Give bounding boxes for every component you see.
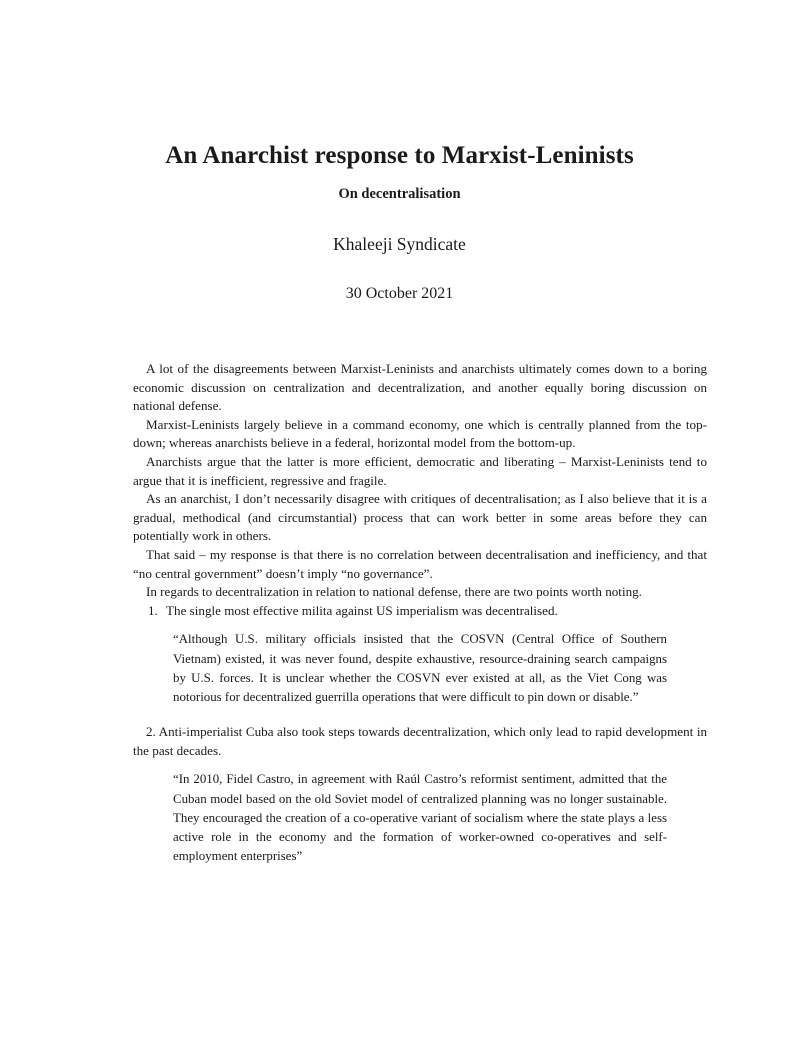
block-quote: “Although U.S. military officials insisted that the COSVN (Central Office of Southern Vietnam) existed, it was never found, despite exhaustive, resource-draining search campaigns by U.S. forces. It is unclear whether the COSVN ever existed at all, as the Viet Cong was notorious for decentralized guerrilla operations that were difficult to pin down or disable.”: [173, 632, 667, 704]
document-body: [133, 360, 707, 882]
document-title: An Anarchist response to Marxist-Leninists: [165, 142, 634, 169]
list-item-1: [133, 602, 707, 621]
paragraph: In regards to decentralization in relation to national defense, there are two points worth noting.: [146, 584, 642, 600]
document-date: 30 October 2021: [345, 285, 454, 302]
paragraph: As an anarchist, I don’t necessarily disagree with critiques of decentralisation; as I also believe that it is a gradual, methodical (and circumstantial) process that can work better in some areas before they can potentially work in others.: [133, 491, 707, 544]
document-subtitle: On decentralisation: [338, 186, 461, 202]
document-author: Khaleeji Syndicate: [333, 234, 466, 254]
list-number: 1.: [148, 602, 158, 618]
list-item-text: Anti-imperialist Cuba also took steps towards decentralization, which only lead to rapid development in the past decades.: [133, 724, 707, 758]
paragraph: A lot of the disagreements between Marxist-Leninists and anarchists ultimately comes down to a boring economic discussion on centralization and decentralization, and another equally boring discussion on national defense.: [133, 361, 707, 414]
block-quote: “In 2010, Fidel Castro, in agreement with Raúl Castro’s reformist sentiment, admitted that the Cuban model based on the old Soviet model of centralized planning was no longer sustainable. They encouraged the creation of a co-operative variant of socialism where the state plays a less active role in the economy and the formation of worker-owned co-operatives and self-employment enterprises”: [173, 772, 667, 864]
list-number: 2.: [146, 724, 156, 740]
list-item-2: [133, 723, 707, 760]
paragraph: That said – my response is that there is no correlation between decentralisation and inefficiency, and that “no central government” doesn’t imply “no governance”.: [133, 546, 707, 581]
list-item-text: The single most effective milita against US imperialism was decentralised.: [166, 602, 558, 618]
paragraph: Marxist-Leninists largely believe in a command economy, one which is centrally planned from the top-down; whereas anarchists believe in a federal, horizontal model from the bottom-up.: [133, 416, 707, 451]
paragraph: Anarchists argue that the latter is more efficient, democratic and liberating – Marxist-Leninists tend to argue that it is inefficient, regressive and fragile.: [133, 453, 707, 488]
